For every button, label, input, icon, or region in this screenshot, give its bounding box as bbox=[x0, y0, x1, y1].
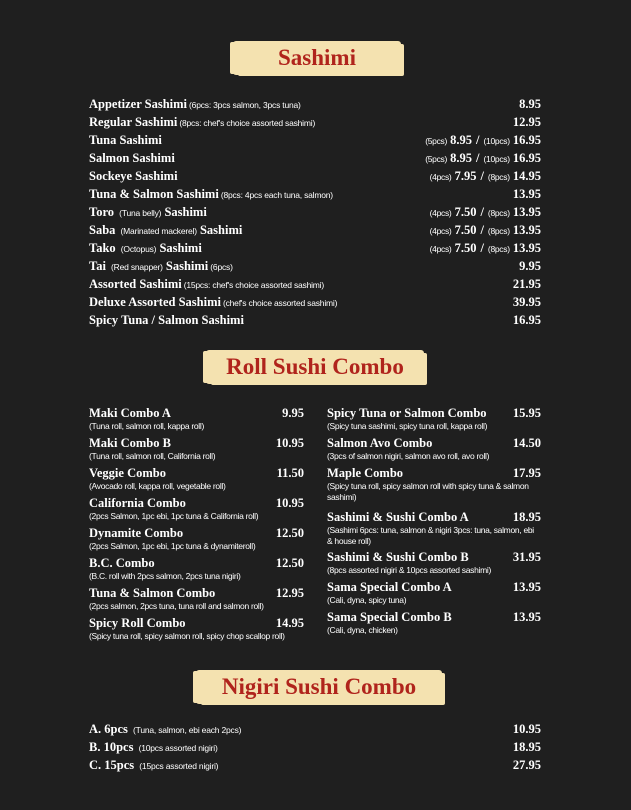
roll-combo-section-title: Roll Sushi Combo bbox=[206, 350, 424, 384]
menu-item: C. 15pcs (15pcs assorted nigiri) 27.95 bbox=[89, 758, 541, 772]
sashimi-section-title: Sashimi bbox=[233, 41, 401, 75]
menu-item: Saba (Marinated mackerel) Sashimi (4pcs) 7.50 / (8pcs) 13.95 bbox=[89, 223, 541, 237]
menu-item: Sockeye Sashimi (4pcs) 7.95 / (8pcs) 14.95 bbox=[89, 169, 541, 183]
menu-item: Tai (Red snapper) Sashimi (6pcs) 9.95 bbox=[89, 259, 541, 273]
menu-item: Spicy Tuna / Salmon Sashimi 16.95 bbox=[89, 313, 541, 327]
nigiri-combo-section-title: Nigiri Sushi Combo bbox=[196, 670, 442, 704]
menu-item: A. 6pcs (Tuna, salmon, ebi each 2pcs) 10.95 bbox=[89, 722, 541, 736]
menu-item: B. 10pcs (10pcs assorted nigiri) 18.95 bbox=[89, 740, 541, 754]
menu-item: Tuna Sashimi (5pcs) 8.95 / (10pcs) 16.95 bbox=[89, 133, 541, 147]
menu-item: Salmon Sashimi (5pcs) 8.95 / (10pcs) 16.95 bbox=[89, 151, 541, 165]
menu-item: Regular Sashimi (8pcs: chef's choice assorted sashimi) 12.95 bbox=[89, 115, 541, 129]
menu-item: Tako (Octopus) Sashimi (4pcs) 7.50 / (8pcs) 13.95 bbox=[89, 241, 541, 255]
menu-item: Deluxe Assorted Sashimi (chef's choice assorted sashimi) 39.95 bbox=[89, 295, 541, 309]
menu-item: Appetizer Sashimi (6pcs: 3pcs salmon, 3pcs tuna) 8.95 bbox=[89, 97, 541, 111]
menu-item: Assorted Sashimi (15pcs: chef's choice assorted sashimi) 21.95 bbox=[89, 277, 541, 291]
menu-item: Toro (Tuna belly) Sashimi (4pcs) 7.50 / (8pcs) 13.95 bbox=[89, 205, 541, 219]
menu-item: Tuna & Salmon Sashimi (8pcs: 4pcs each tuna, salmon) 13.95 bbox=[89, 187, 541, 201]
